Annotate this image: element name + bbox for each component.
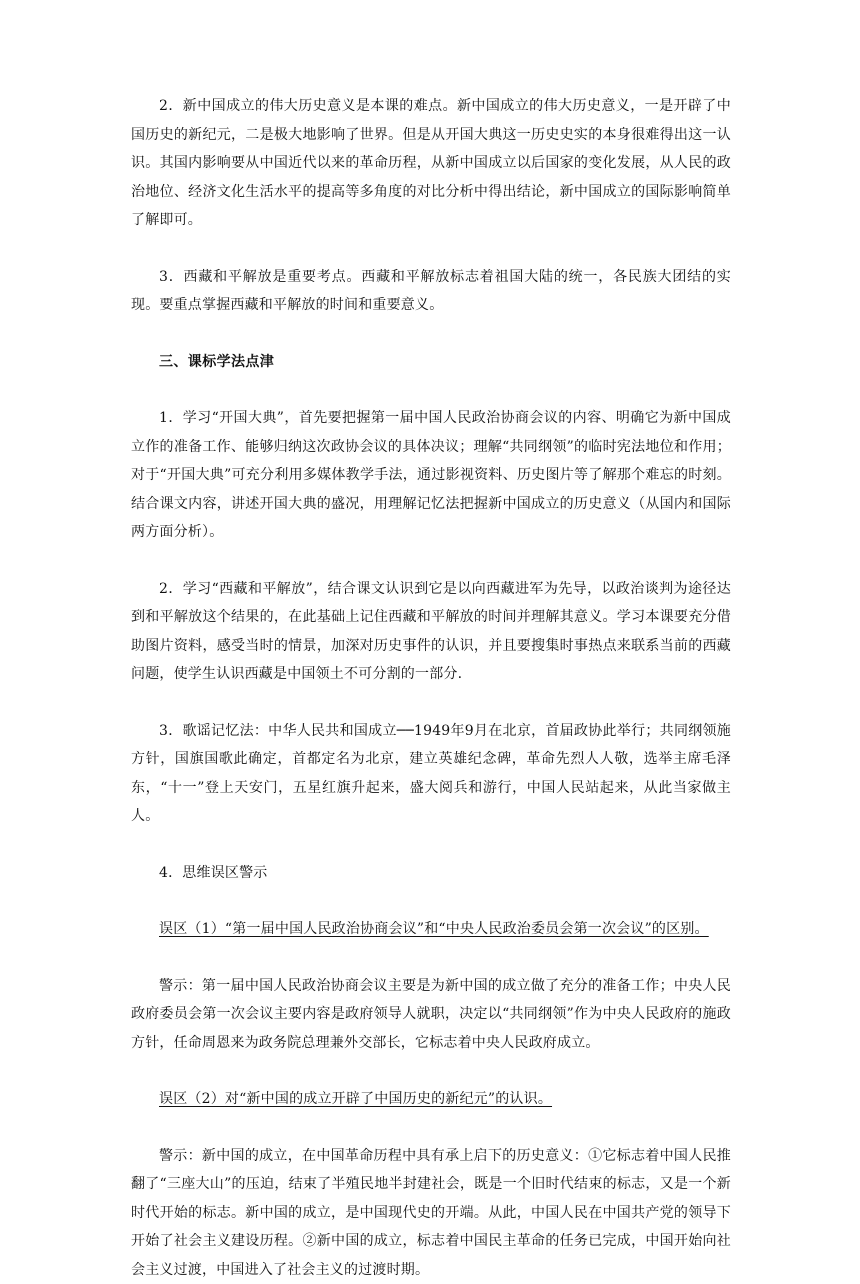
paragraph-gap bbox=[131, 944, 731, 972]
paragraph-difficulty-significance: 2．新中国成立的伟大历史意义是本课的难点。新中国成立的伟大历史意义，一是开辟了中国历史的新纪元，二是极大地影响了世界。但是从开国大典这一历史史实的本身很难得出这一认识。其国内影响要从中国近代以来的革命历程，从新中国成立以后国家的变化发展，从人民的政治地位、经济文化生活水平的提高等多角度的对比分析中得出结论，新中国成立的国际影响简单了解即可。 bbox=[131, 92, 731, 235]
paragraph-gap bbox=[131, 235, 731, 263]
paragraph-gap bbox=[131, 689, 731, 717]
paragraph-method-tibet: 2．学习“西藏和平解放”，结合课文认识到它是以向西藏进军为先导，以政治谈判为途径达到和平解放这个结果的，在此基础上记住西藏和平解放的时间并理解其意义。学习本课要充分借助图片资料，感受当时的情景，加深对历史事件的认识，并且要搜集时事热点来联系当前的西藏问题，使学生认识西藏是中国领土不可分割的一部分. bbox=[131, 575, 731, 689]
paragraph-misconception-warning-title: 4．思维误区警示 bbox=[131, 859, 731, 888]
paragraph-gap bbox=[131, 887, 731, 915]
paragraph-gap bbox=[131, 376, 731, 404]
paragraph-gap bbox=[131, 1057, 731, 1085]
misconception-1-title: 误区（1）“第一届中国人民政治协商会议”和“中央人民政治委员会第一次会议”的区别。 bbox=[131, 915, 731, 944]
paragraph-method-founding-ceremony: 1．学习“开国大典”，首先要把握第一届中国人民政治协商会议的内容、明确它为新中国成立作的准备工作、能够归纳这次政协会议的具体决议；理解“共同纲领”的临时宪法地位和作用；对于“开国大典”可充分利用多媒体教学手法，通过影视资料、历史图片等了解那个难忘的时刻。结合课文内容，讲述开国大典的盛况，用理解记忆法把握新中国成立的历史意义（从国内和国际两方面分析）。 bbox=[131, 404, 731, 547]
misconception-1-warning: 警示：第一届中国人民政治协商会议主要是为新中国的成立做了充分的准备工作；中央人民政府委员会第一次会议主要内容是政府领导人就职，决定以“共同纲领”作为中央人民政府的施政方针，任命周恩来为政务院总理兼外交部长，它标志着中央人民政府成立。 bbox=[131, 972, 731, 1058]
misconception-2-warning: 警示：新中国的成立，在中国革命历程中具有承上启下的历史意义：①它标志着中国人民推翻了“三座大山”的压迫，结束了半殖民地半封建社会，既是一个旧时代结束的标志，又是一个新时代开始的标志。新中国的成立，是中国现代史的开端。从此，中国人民在中国共产党的领导下开始了社会主义建设历程。②新中国的成立，标志着中国民主革命的任务已完成，中国开始向社会主义过渡，中国进入了社会主义的过渡时期。 bbox=[131, 1142, 731, 1284]
paragraph-gap bbox=[131, 547, 731, 575]
paragraph-gap bbox=[131, 831, 731, 859]
paragraph-gap bbox=[131, 320, 731, 348]
misconception-2-title: 误区（2）对“新中国的成立开辟了中国历史的新纪元”的认识。 bbox=[131, 1085, 731, 1114]
paragraph-tibet-key-point: 3．西藏和平解放是重要考点。西藏和平解放标志着祖国大陆的统一，各民族大团结的实现。要重点掌握西藏和平解放的时间和重要意义。 bbox=[131, 263, 731, 320]
section-heading-study-methods: 三、课标学法点津 bbox=[131, 348, 731, 377]
paragraph-gap bbox=[131, 1114, 731, 1142]
document-page bbox=[131, 92, 731, 1284]
paragraph-method-mnemonic-song: 3．歌谣记忆法：中华人民共和国成立──1949年9月在北京，首届政协此举行；共同纲领施方针，国旗国歌此确定，首都定名为北京，建立英雄纪念碑，革命先烈人人敬，选举主席毛泽东，“十一”登上天安门，五星红旗升起来，盛大阅兵和游行，中国人民站起来，从此当家做主人。 bbox=[131, 717, 731, 831]
